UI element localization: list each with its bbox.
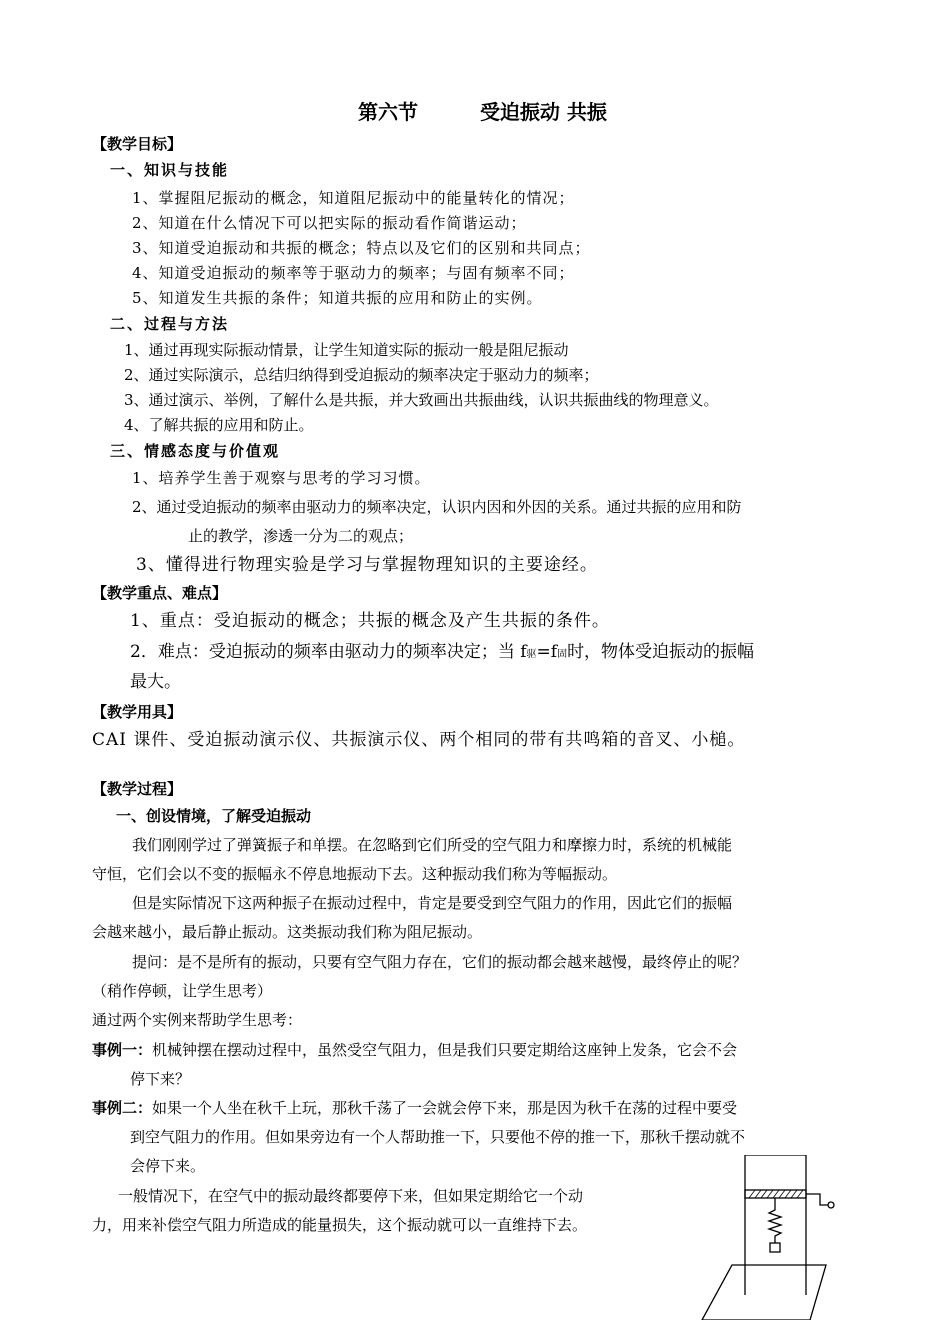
emotion-heading: 三、情感态度与价值观 — [110, 442, 281, 460]
paragraph-line: 会越来越小，最后静止振动。这类振动我们称为阻尼振动。 — [92, 923, 483, 941]
step1-heading: 一、创设情境，了解受迫振动 — [116, 807, 312, 825]
examples-intro: 通过两个实例来帮助学生思考： — [92, 1011, 303, 1029]
difficult-point — [130, 641, 754, 666]
key-point: 1、重点：受迫振动的概念；共振的概念及产生共振的条件。 — [130, 611, 610, 631]
example-one-continued: 停下来？ — [130, 1070, 191, 1088]
spring — [769, 1198, 781, 1243]
section-name: 受迫振动 共振 — [479, 100, 607, 124]
crank-handle — [806, 1194, 828, 1205]
emotion-item: 2、通过受迫振动的频率由驱动力的频率决定，认识内因和外因的关系。通过共振的应用和防 — [132, 498, 742, 516]
paragraph-line: 守恒，它们会以不变的振幅永不停息地振动下去。这种振动我们称为等幅振动。 — [92, 865, 618, 883]
knowledge-item: 5、知道发生共振的条件；知道共振的应用和防止的实例。 — [132, 289, 543, 307]
emotion-item: 3、懂得进行物理实验是学习与掌握物理知识的主要途经。 — [136, 555, 598, 575]
emotion-item-continued: 止的教学，渗透一分为二的观点； — [188, 527, 414, 545]
tools-text: CAI 课件、受迫振动演示仪、共振演示仪、两个相同的带有共鸣箱的音叉、小槌。 — [92, 730, 746, 750]
procedure-heading: 【教学过程】 — [92, 780, 183, 798]
section-number: 第六节 — [358, 100, 418, 124]
tools-heading: 【教学用具】 — [92, 703, 183, 721]
base-platform — [702, 1265, 826, 1320]
objectives-heading: 【教学目标】 — [92, 135, 183, 153]
process-item: 2、通过实际演示，总结归纳得到受迫振动的频率决定于驱动力的频率； — [124, 366, 599, 384]
difficult-text-start: 2．难点：受迫振动的频率由驱动力的频率决定；当 f — [130, 642, 527, 662]
knowledge-item: 4、知道受迫振动的频率等于驱动力的频率；与固有频率不同； — [132, 264, 575, 282]
example-one-text: 机械钟摆在摆动过程中，虽然受空气阻力，但是我们只要定期给这座钟上发条，它会不会 — [152, 1041, 738, 1059]
subscript-drive: 驱 — [526, 649, 537, 660]
question-line: 提问：是不是所有的振动，只要有空气阻力存在，它们的振动都会越来越慢，最终停止的呢？ — [132, 953, 748, 971]
page-title — [358, 99, 607, 125]
mass-block — [770, 1243, 780, 1252]
crank-knob — [828, 1202, 834, 1208]
process-heading: 二、过程与方法 — [110, 315, 230, 333]
knowledge-item: 1、掌握阻尼振动的概念，知道阻尼振动中的能量转化的情况； — [132, 189, 575, 207]
keypoints-heading: 【教学重点、难点】 — [92, 584, 228, 602]
difficult-text-end: 时，物体受迫振动的振幅 — [567, 642, 755, 662]
example-two-text: 如果一个人坐在秋千上玩，那秋千荡了一会就会停下来，那是因为秋千在荡的过程中要受 — [152, 1099, 738, 1117]
example-one — [92, 1040, 737, 1060]
paragraph-line: 一般情况下，在空气中的振动最终都要停下来，但如果定期给它一个动 — [118, 1187, 584, 1205]
example-two-label: 事例二： — [92, 1099, 153, 1117]
paragraph-line: 但是实际情况下这两种振子在振动过程中，肯定是要受到空气阻力的作用，因此它们的振幅 — [132, 894, 733, 912]
paragraph-line: 力，用来补偿空气阻力所造成的能量损失，这个振动就可以一直维持下去。 — [92, 1216, 588, 1234]
paragraph-line: 我们刚刚学过了弹簧振子和单摆。在忽略到它们所受的空气阻力和摩擦力时，系统的机械能 — [132, 836, 733, 854]
knowledge-item: 3、知道受迫振动和共振的概念；特点以及它们的区别和共同点； — [132, 239, 591, 257]
process-item: 3、通过演示、举例，了解什么是共振，并大致画出共振曲线，认识共振曲线的物理意义。 — [124, 391, 719, 409]
equals-f: =f — [536, 642, 558, 662]
subscript-natural: 固 — [557, 649, 568, 660]
example-one-label: 事例一： — [92, 1041, 153, 1059]
knowledge-item: 2、知道在什么情况下可以把实际的振动看作简谐运动； — [132, 214, 527, 232]
process-item: 4、了解共振的应用和防止。 — [124, 416, 314, 434]
question-note: （稍作停顿，让学生思考） — [92, 982, 273, 1000]
process-item: 1、通过再现实际振动情景，让学生知道实际的振动一般是阻尼振动 — [124, 341, 569, 359]
knowledge-heading: 一、知识与技能 — [110, 161, 230, 179]
forced-vibration-apparatus-figure — [700, 1155, 850, 1320]
example-two-continued: 到空气阻力的作用。但如果旁边有一个人帮助推一下，只要他不停的推一下，那秋千摆动就不 — [130, 1128, 746, 1146]
emotion-item: 1、培养学生善于观察与思考的学习习惯。 — [132, 469, 431, 487]
example-two — [92, 1098, 737, 1118]
example-two-continued: 会停下来。 — [130, 1157, 206, 1175]
difficult-point-continued: 最大。 — [130, 672, 181, 692]
